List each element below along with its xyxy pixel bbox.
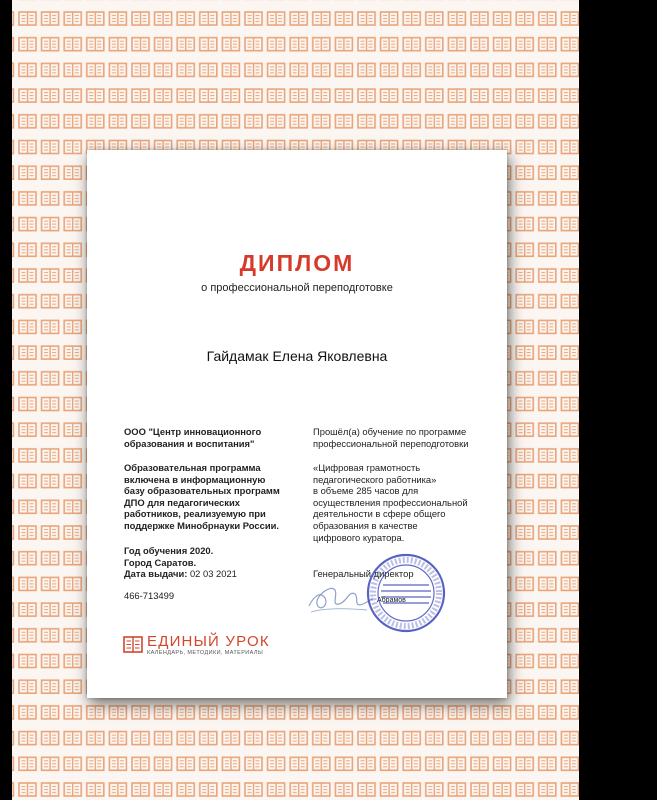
program-note-line: поддержке Минобрнауки России. — [124, 519, 279, 531]
recipient-name: Гайдамак Елена Яковлевна — [206, 348, 388, 364]
diploma-title: ДИПЛОМ — [239, 250, 355, 276]
completion-line: профессиональной переподготовки — [313, 437, 469, 449]
director-label: Генеральный директор — [313, 568, 414, 579]
program-line: «Цифровая грамотность — [313, 462, 421, 473]
program-line: деятельности в сфере общего — [313, 508, 446, 520]
program-note — [124, 462, 309, 532]
completion-line: Прошёл(а) обучение по программе — [313, 426, 467, 437]
issue-date-label: Дата выдачи: — [124, 568, 188, 580]
organization-name — [124, 426, 309, 449]
program-note-line: базу образовательных программ — [124, 485, 280, 497]
program-note-line: включена в информационную — [124, 473, 266, 485]
program-note-line: ДПО для педагогических — [124, 496, 240, 508]
completion-statement — [313, 426, 481, 449]
logo-subtext: КАЛЕНДАРЬ, МЕТОДИКИ, МАТЕРИАЛЫ — [147, 650, 264, 656]
city: Город Саратов. — [124, 556, 197, 568]
issue-info — [124, 545, 309, 580]
logo-text: ЕДИНЫЙ УРОК — [147, 633, 270, 650]
director-name: Абрамов — [377, 597, 406, 604]
org-line: ООО "Центр инновационного — [124, 426, 262, 437]
logo-book-icon — [123, 635, 143, 655]
program-line: осуществления профессиональной — [313, 496, 468, 508]
study-year: Год обучения 2020. — [124, 545, 214, 556]
diploma-subtitle: о профессиональной переподготовке — [201, 282, 393, 294]
program-description — [313, 462, 481, 543]
issue-date-value: 02 03 2021 — [189, 568, 237, 580]
program-note-line: работников, реализуемую при — [124, 508, 266, 520]
document-viewer — [12, 0, 579, 800]
program-note-line: Образовательная программа — [124, 462, 261, 473]
issue-date-line — [124, 568, 309, 580]
program-line: образования в качестве — [313, 519, 418, 531]
program-line: цифрового куратора. — [313, 531, 405, 543]
official-stamp-icon — [365, 552, 447, 634]
org-line: образования и воспитания" — [124, 437, 255, 449]
program-line: педагогического работника» — [313, 473, 437, 485]
diploma-page — [87, 150, 507, 698]
registration-number: 466-713499 — [124, 590, 175, 601]
program-line: в объеме 285 часов для — [313, 485, 419, 497]
